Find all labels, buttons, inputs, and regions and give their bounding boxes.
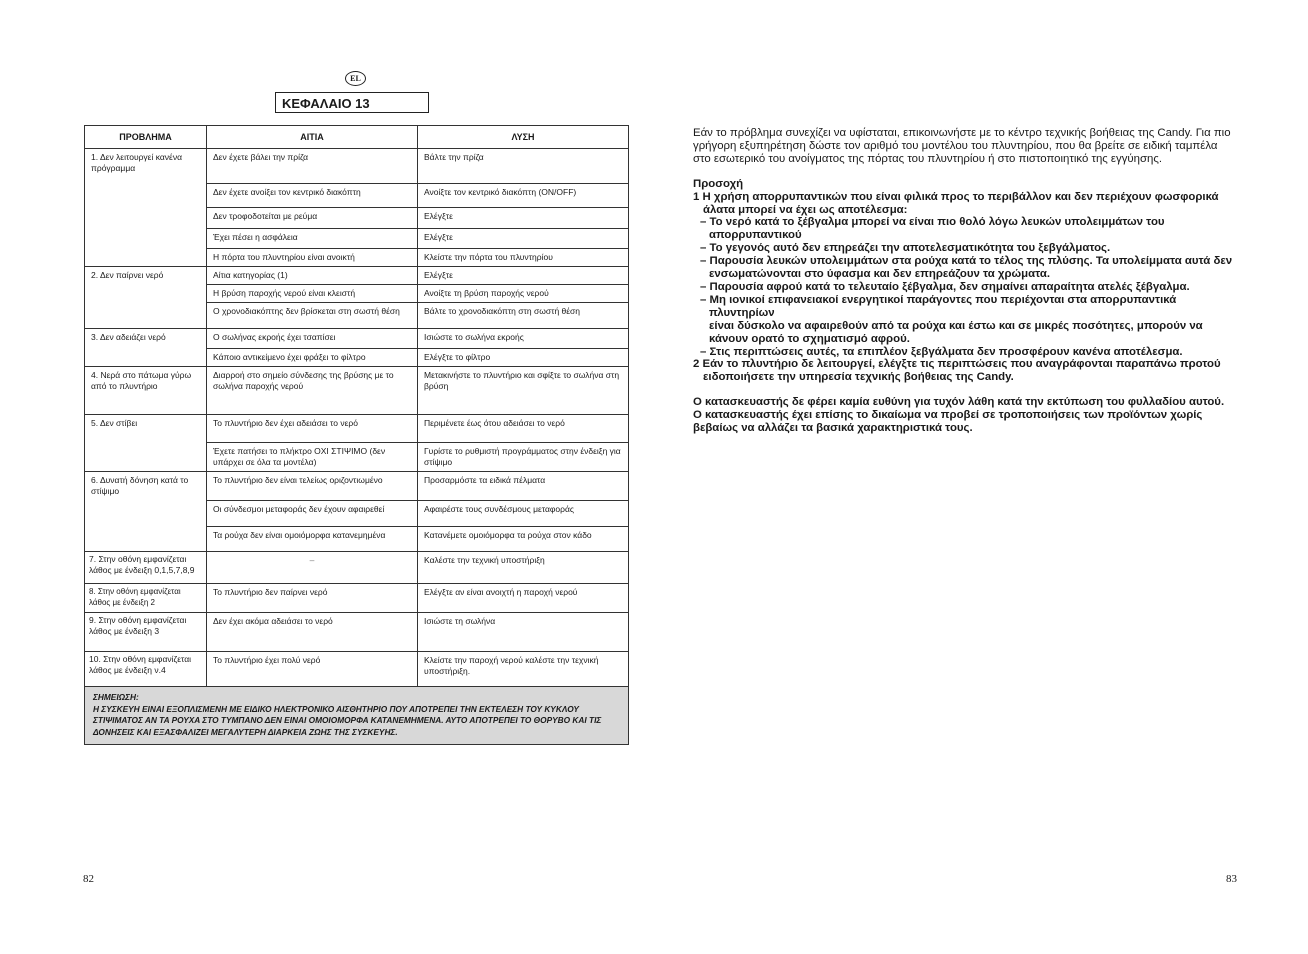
table-row bbox=[85, 652, 629, 687]
cause-cell: Ο σωλήνας εκροής έχει τσαπίσει bbox=[207, 329, 418, 349]
solution-cell: Ανοίξτε τη βρύση παροχής νερού bbox=[418, 285, 629, 303]
cause-cell: Αίτια κατηγορίας (1) bbox=[207, 267, 418, 285]
solution-cell: Ελέγξτε το φίλτρο bbox=[418, 349, 629, 367]
problem-cell: 10. Στην οθόνη εμφανίζεται λάθος με ένδειξη ν.4 bbox=[85, 652, 207, 687]
problem-cell: 2. Δεν παίρνει νερό bbox=[85, 267, 207, 329]
table-row bbox=[85, 267, 629, 285]
note-text: Η ΣΥΣΚΕΥΗ ΕΙΝΑΙ ΕΞΟΠΛΙΣΜΕΝΗ ΜΕ ΕΙΔΙΚΟ ΗΛΕΚΤΡΟΝΙΚΟ ΑΙΣΘΗΤΗΡΙΟ ΠΟΥ ΑΠΟΤΡΕΠΕΙ ΤΗΝ ΕΚΤΕΛΕΣΗ ΤΟΥ ΚΥΚΛΟΥ ΣΤΙΨΙΜΑΤΟΣ ΑΝ ΤΑ ΡΟΥΧΑ ΣΤΟ ΤΥΜΠΑΝΟ ΔΕΝ ΕΙΝΑΙ ΟΜΟΙΟΜΟΡΦΑ ΚΑΤΑΝΕΜΗΜΕΝΑ. ΑΥΤΟ ΑΠΟΤΡΕΠΕΙ ΤΟ ΘΟΡΥΒΟ ΚΑΙ ΤΙΣ ΔΟΝΗΣΕΙΣ ΚΑΙ ΕΞΑΣΦΑΛΙΖΕΙ ΜΕΓΑΛΥΤΕΡΗ ΔΙΑΡΚΕΙΑ ΖΩΗΣ ΤΗΣ ΣΥΣΚΕΥΗΣ. bbox=[93, 703, 602, 737]
caution-bullet: – Παρουσία αφρού κατά το τελευταίο ξέβγαλμα, δεν σημαίνει απαραίτητα ατελές ξέβγαλμα. bbox=[700, 280, 1190, 293]
header-problem: ΠΡΟΒΛΗΜΑ bbox=[85, 126, 207, 149]
solution-cell: Ελέγξτε αν είναι ανοιχτή η παροχή νερού bbox=[418, 584, 629, 613]
disclaimer-paragraph: Ο κατασκευαστής δε φέρει καμία ευθύνη για τυχόν λάθη κατά την εκτύπωση του φυλλαδίου αυτού. Ο κατασκευαστής έχει επίσης το δικαίωμα να προβεί σε τροποποιήσεις των προϊόντων χωρίς βεβαίως να αλλάζει τα βασικά χαρακτηριστικά τους. bbox=[693, 396, 1225, 435]
page-number-left: 82 bbox=[83, 873, 94, 885]
problem-cell: 9. Στην οθόνη εμφανίζεται λάθος με ένδειξη 3 bbox=[85, 613, 207, 652]
table-row bbox=[85, 415, 629, 443]
solution-cell: Ελέγξτε bbox=[418, 208, 629, 229]
caution-bullet: – Στις περιπτώσεις αυτές, τα επιπλέον ξεβγάλματα δεν προσφέρουν κανένα αποτέλεσμα. bbox=[700, 345, 1183, 358]
solution-cell: Βάλτε το χρονοδιακόπτη στη σωστή θέση bbox=[418, 303, 629, 329]
solution-cell: Κλείστε την πόρτα του πλυντηρίου bbox=[418, 249, 629, 267]
solution-cell: Περιμένετε έως ότου αδειάσει το νερό bbox=[418, 415, 629, 443]
solution-cell: Προσαρμόστε τα ειδικά πέλματα bbox=[418, 472, 629, 501]
cause-cell: Το πλυντήριο έχει πολύ νερό bbox=[207, 652, 418, 687]
header-cause: ΑΙΤΙΑ bbox=[207, 126, 418, 149]
cause-cell: Κάποιο αντικείμενο έχει φράξει το φίλτρο bbox=[207, 349, 418, 367]
problem-cell: 8. Στην οθόνη εμφανίζεται λάθος με ένδειξη 2 bbox=[85, 584, 207, 613]
problem-cell: 6. Δυνατή δόνηση κατά το στίψιμο bbox=[85, 472, 207, 552]
header-solution: ΛΥΣΗ bbox=[418, 126, 629, 149]
intro-paragraph: Εάν το πρόβλημα συνεχίζει να υφίσταται, επικοινωνήστε με το κέντρο τεχνικής βοήθειας της Candy. Για πιο γρήγορη εξυπηρέτηση δώστε τον αριθμό του μοντέλου του πλυντηρίου, που θα βρείτε σε ειδική ταμπέλα στο εσωτερικό του ανοίγματος της πόρτας του πλυντηρίου ή στο πιστοποιητικό της εγγύησης. bbox=[693, 127, 1231, 165]
solution-cell: Ανοίξτε τον κεντρικό διακόπτη (ON/OFF) bbox=[418, 184, 629, 208]
solution-cell: Κατανέμετε ομοιόμορφα τα ρούχα στον κάδο bbox=[418, 527, 629, 552]
solution-cell: Ελέγξτε bbox=[418, 267, 629, 285]
cause-cell: Δεν έχει ακόμα αδειάσει το νερό bbox=[207, 613, 418, 652]
solution-cell: Βάλτε την πρίζα bbox=[418, 149, 629, 184]
caution-bullet: – Παρουσία λευκών υπολειμμάτων στα ρούχα κατά το τέλος της πλύσης. Τα υπολείμματα αυτά δεν ενσωματώνονται στο ύφασμα και δεν επηρεάζουν τα χρώματα. bbox=[700, 255, 1233, 281]
solution-cell: Ισιώστε το σωλήνα εκροής bbox=[418, 329, 629, 349]
problem-cell: 3. Δεν αδειάζει νερό bbox=[85, 329, 207, 367]
caution-title: Προσοχή bbox=[693, 177, 744, 190]
language-badge: EL bbox=[345, 71, 366, 86]
table-row bbox=[85, 584, 629, 613]
caution-bullet: – Το γεγονός αυτό δεν επηρεάζει την αποτελεσματικότητα του ξεβγάλματος. bbox=[700, 242, 1111, 255]
problem-cell: 4. Νερά στο πάτωμα γύρω από το πλυντήριο bbox=[85, 367, 207, 415]
table-row bbox=[85, 613, 629, 652]
cause-cell: Το πλυντήριο δεν έχει αδειάσει το νερό bbox=[207, 415, 418, 443]
solution-cell: Ελέγξτε bbox=[418, 229, 629, 249]
right-page-content bbox=[693, 127, 1233, 435]
cause-cell: Η βρύση παροχής νερού είναι κλειστή bbox=[207, 285, 418, 303]
table-header-row bbox=[85, 126, 629, 149]
cause-cell: Δεν έχετε βάλει την πρίζα bbox=[207, 149, 418, 184]
solution-cell: Γυρίστε το ρυθμιστή προγράμματος στην ένδειξη για στίψιμο bbox=[418, 443, 629, 472]
caution-bullet: – Το νερό κατά το ξέβγαλμα μπορεί να είναι πιο θολό λόγω λευκών υπολειμμάτων του απορρυπαντικού bbox=[700, 216, 1165, 242]
cause-cell: – bbox=[207, 552, 418, 584]
cause-cell: Οι σύνδεσμοι μεταφοράς δεν έχουν αφαιρεθεί bbox=[207, 501, 418, 527]
cause-cell: Η πόρτα του πλυντηρίου είναι ανοικτή bbox=[207, 249, 418, 267]
troubleshooting-table bbox=[84, 125, 629, 745]
problem-cell: 7. Στην οθόνη εμφανίζεται λάθος με ένδειξη 0,1,5,7,8,9 bbox=[85, 552, 207, 584]
solution-cell: Μετακινήστε το πλυντήριο και σφίξτε το σωλήνα στη βρύση bbox=[418, 367, 629, 415]
note-row bbox=[85, 687, 629, 745]
caution-bullet: – Μη ιονικοί επιφανειακοί ενεργητικοί παράγοντες που περιέχονται στα απορρυπαντικά πλυντηρίων bbox=[700, 293, 1177, 319]
problem-cell: 5. Δεν στίβει bbox=[85, 415, 207, 472]
cause-cell: Δεν τροφοδοτείται με ρεύμα bbox=[207, 208, 418, 229]
caution-point-1: 1 Η χρήση απορρυπαντικών που είναι φιλικά προς το περιβάλλον και δεν περιέχουν φωσφορικά άλατα μπορεί να έχει ως αποτέλεσμα: bbox=[693, 190, 1219, 216]
solution-cell: Ισιώστε τη σωλήνα bbox=[418, 613, 629, 652]
cause-cell: Έχει πέσει η ασφάλεια bbox=[207, 229, 418, 249]
cause-cell: Διαρροή στο σημείο σύνδεσης της βρύσης με το σωλήνα παροχής νερού bbox=[207, 367, 418, 415]
note-cell bbox=[85, 687, 629, 745]
cause-cell: Ο χρονοδιακόπτης δεν βρίσκεται στη σωστή θέση bbox=[207, 303, 418, 329]
solution-cell: Καλέστε την τεχνική υποστήριξη bbox=[418, 552, 629, 584]
table-row bbox=[85, 367, 629, 415]
table-row bbox=[85, 472, 629, 501]
cause-cell: Το πλυντήριο δεν παίρνει νερό bbox=[207, 584, 418, 613]
caution-continuation: είναι δύσκολο να αφαιρεθούν από τα ρούχα και έστω και σε μικρές ποσότητες, μπορούν να κάνουν ορατό το σχηματισμό αφρού. bbox=[709, 319, 1203, 345]
caution-point-2: 2 Εάν το πλυντήριο δε λειτουργεί, ελέγξτε τις περιπτώσεις που αναγράφονται παραπάνω προτού ειδοποιήσετε την υπηρεσία τεχνικής βοήθειας της Candy. bbox=[693, 358, 1221, 384]
note-title: ΣΗΜΕΙΩΣΗ: bbox=[93, 692, 139, 702]
problem-cell: 1. Δεν λειτουργεί κανένα πρόγραμμα bbox=[85, 149, 207, 267]
table-row bbox=[85, 552, 629, 584]
table-row bbox=[85, 329, 629, 349]
solution-cell: Αφαιρέστε τους συνδέσμους μεταφοράς bbox=[418, 501, 629, 527]
cause-cell: Έχετε πατήσει το πλήκτρο ΟΧΙ ΣΤΙΨΙΜΟ (δεν υπάρχει σε όλα τα μοντέλα) bbox=[207, 443, 418, 472]
cause-cell: Δεν έχετε ανοίξει τον κεντρικό διακόπτη bbox=[207, 184, 418, 208]
solution-cell: Κλείστε την παροχή νερού καλέστε την τεχνική υποστήριξη. bbox=[418, 652, 629, 687]
cause-cell: Το πλυντήριο δεν είναι τελείως οριζοντιωμένο bbox=[207, 472, 418, 501]
page-number-right: 83 bbox=[1226, 873, 1237, 885]
cause-cell: Τα ρούχα δεν είναι ομοιόμορφα κατανεμημένα bbox=[207, 527, 418, 552]
chapter-title: ΚΕΦΑΛΑΙΟ 13 bbox=[275, 92, 429, 113]
table-row bbox=[85, 149, 629, 184]
